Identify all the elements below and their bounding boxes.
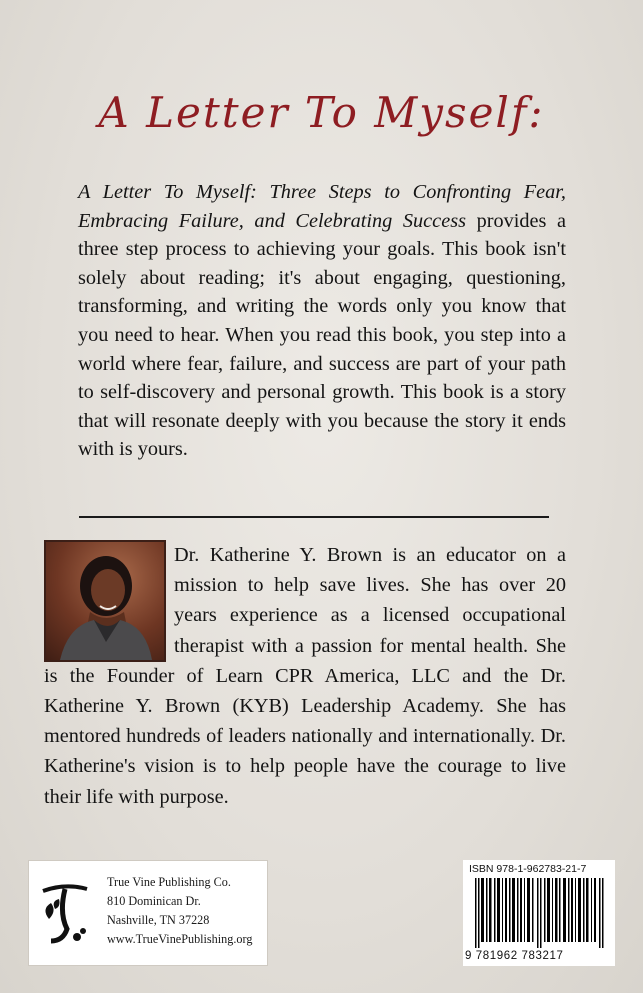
publisher-logo-icon bbox=[37, 879, 95, 949]
barcode-digits: 9 781962 783217 bbox=[465, 950, 564, 962]
isbn-label: ISBN 978-1-962783-21-7 bbox=[469, 863, 587, 875]
publisher-box bbox=[28, 860, 268, 966]
publisher-address-line2: Nashville, TN 37228 bbox=[107, 913, 210, 927]
book-description bbox=[78, 178, 566, 464]
isbn-barcode bbox=[463, 860, 615, 966]
barcode-icon bbox=[471, 878, 609, 948]
book-description-text: provides a three step process to achieving your goals. This book isn't solely about reading; it's about engaging, questioning, transforming, and writing the words only you know that you need to hear. When you read this book, you step into a world where fear, failure, and success are part of your path to self-discovery and personal growth. This book is a story that will resonate deeply with you because the story it ends with is yours. bbox=[78, 209, 566, 461]
publisher-address-line1: 810 Dominican Dr. bbox=[107, 894, 201, 908]
book-full-title: A Letter To Myself: Three Steps to Confronting Fear, Embracing Failure, and Celebrating Success bbox=[78, 181, 566, 232]
publisher-name: True Vine Publishing Co. bbox=[107, 875, 231, 889]
book-title-heading: A Letter To Myself: bbox=[98, 88, 545, 137]
publisher-website: www.TrueVinePublishing.org bbox=[107, 932, 253, 946]
author-bio-text: Dr. Katherine Y. Brown is an educator on a mission to help save lives. She has over 20 years experience as a licensed occupational therapist with a passion for mental health. She is the Founder of Learn CPR America, LLC and the Dr. Katherine Y. Brown (KYB) Leadership Academy. She has mentored hundreds of leaders nationally and internationally. Dr. Katherine's vision is to help people have the courage to live their life with purpose. bbox=[44, 544, 566, 808]
section-divider bbox=[79, 516, 549, 518]
author-photo bbox=[44, 540, 166, 662]
